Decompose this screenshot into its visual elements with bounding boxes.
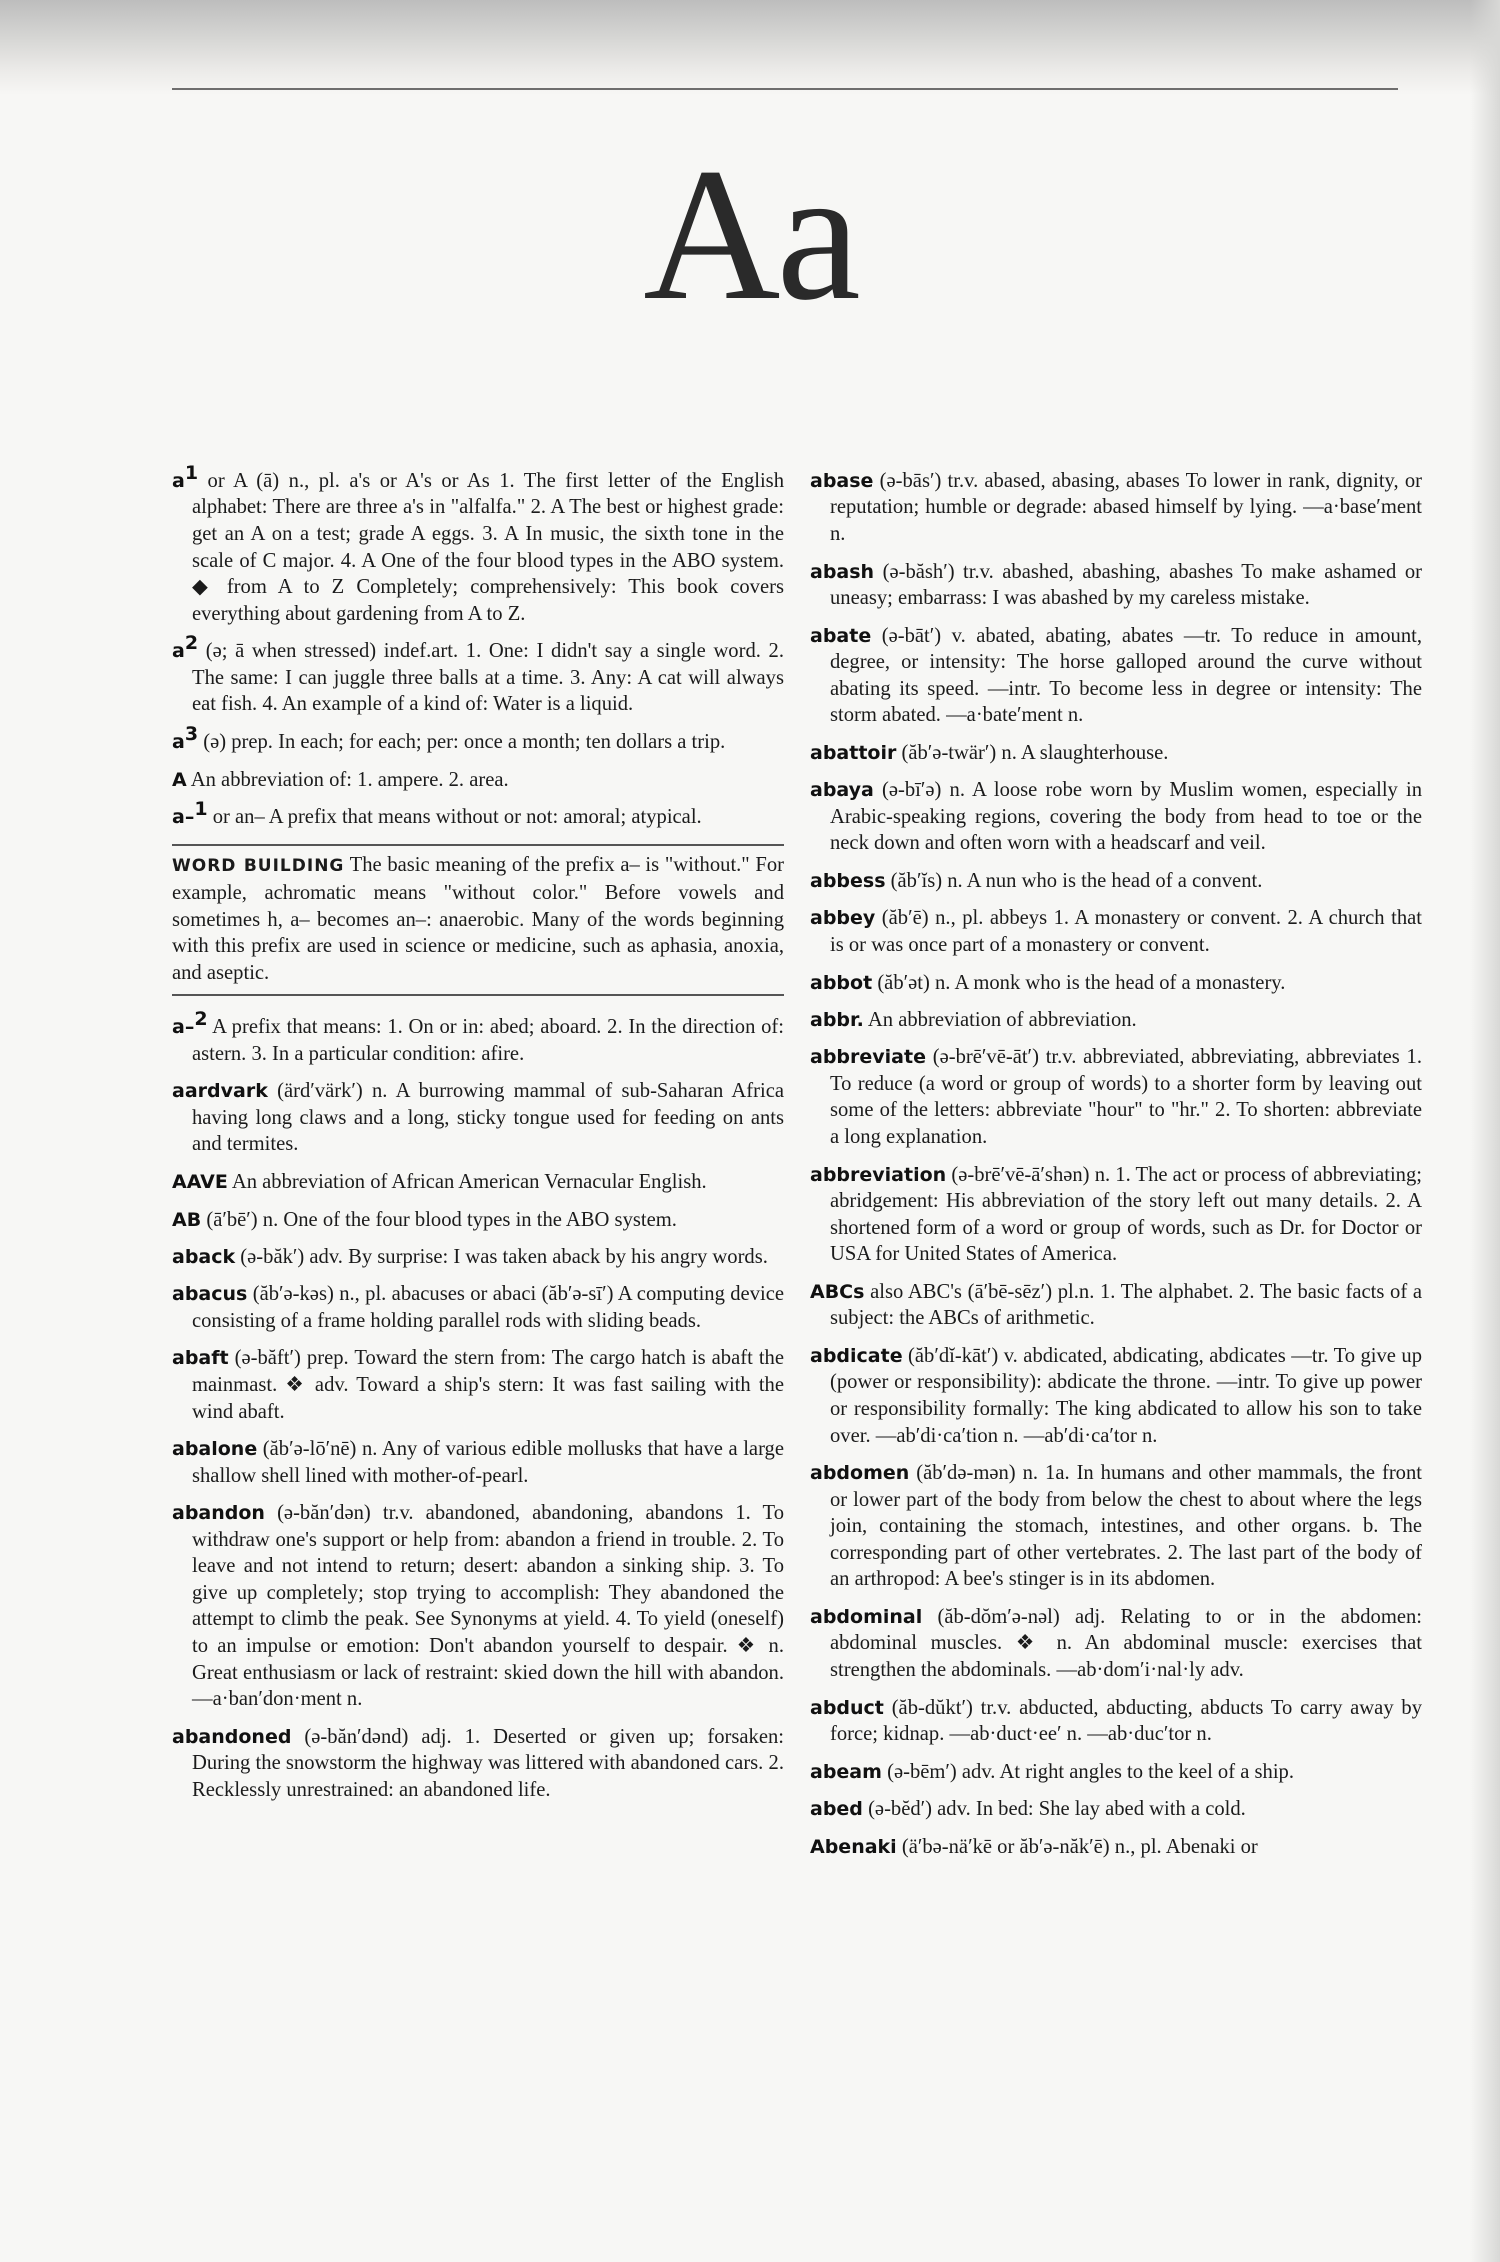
dictionary-entry bbox=[810, 1826, 1422, 1860]
definition-text: also ABC's (ā′bē-sēz′) pl.n. 1. The alphabet. 2. The basic facts of a subject: the ABCs of arithmetic. bbox=[830, 1280, 1422, 1330]
headword: abate bbox=[810, 624, 872, 647]
definition-text: (ə-bāt′) v. abated, abating, abates —tr. To reduce in amount, degree, or intensity: The horse galloped around the curve without abating its speed. —intr. To become less in degree or intensity: The storm abated. —a·bate′ment n. bbox=[830, 624, 1422, 727]
dictionary-entry bbox=[810, 1154, 1422, 1268]
definition-text: (ăb′ē) n., pl. abbeys 1. A monastery or convent. 2. A church that is or was once part of a monastery or convent. bbox=[830, 907, 1422, 956]
headword: abalone bbox=[172, 1437, 258, 1460]
dictionary-entry bbox=[810, 897, 1422, 958]
dictionary-entry bbox=[172, 1070, 784, 1158]
definition-text: (ə-bās′) tr.v. abased, abasing, abases To lower in rank, dignity, or reputation; humble or degrade: abased himself by lying. —a·base′ment n. bbox=[830, 469, 1422, 546]
definition-text: (ăb′ĭs) n. A nun who is the head of a convent. bbox=[885, 869, 1263, 892]
headword: abbreviate bbox=[810, 1046, 926, 1069]
headword: abaya bbox=[810, 779, 874, 802]
headword: ABCs bbox=[810, 1280, 865, 1303]
headword: abdominal bbox=[810, 1605, 923, 1628]
headword: abandon bbox=[172, 1502, 265, 1525]
headword: Abenaki bbox=[810, 1835, 897, 1858]
definition-text: (ăb′ə-lō′nē) n. Any of various edible mollusks that have a large shallow shell lined with mother-of-pearl. bbox=[192, 1437, 784, 1487]
homograph-number: 2 bbox=[194, 1008, 208, 1031]
headword: AB bbox=[172, 1208, 202, 1231]
definition-text: (ăb′də-mən) n. 1a. In humans and other mammals, the front or lower part of the body from below the chest to about where the legs join, containing the stomach, intestines, and other organs. b. The corresponding part of other vertebrates. 2. The last part of the body of an arthropod: A bee's stinger is in its abdomen. bbox=[830, 1462, 1422, 1591]
word-building-title: WORD BUILDING bbox=[172, 856, 345, 877]
definition-text: (ăb-dŭkt′) tr.v. abducted, abducting, abducts To carry away by force; kidnap. —ab·duct·ee′ n. —ab·duc′tor n. bbox=[830, 1696, 1422, 1746]
dictionary-entry bbox=[172, 1492, 784, 1713]
dictionary-entry bbox=[172, 1428, 784, 1489]
definition-text: (ə-bēm′) adv. At right angles to the keel of a ship. bbox=[881, 1760, 1295, 1783]
definition-text: (ăb′ət) n. A monk who is the head of a monastery. bbox=[872, 971, 1286, 994]
section-letter: Aa bbox=[643, 130, 857, 340]
headword: aback bbox=[172, 1245, 236, 1268]
headword: abattoir bbox=[810, 741, 897, 764]
definition-text: (ə-brē′vē-āt′) tr.v. abbreviated, abbreviating, abbreviates 1. To reduce (a word or group of words) to a shorter form by leaving out some of the letters: abbreviate "hour" to "hr." 2. To shorten: abbreviate a long explanation. bbox=[830, 1046, 1422, 1149]
definition-text: An abbreviation of abbreviation. bbox=[863, 1008, 1137, 1031]
definition-text: or an– A prefix that means without or not: amoral; atypical. bbox=[207, 805, 702, 828]
dictionary-entry bbox=[810, 1788, 1422, 1822]
dictionary-entry bbox=[172, 721, 784, 755]
dictionary-entry bbox=[172, 460, 784, 627]
left-column bbox=[172, 460, 784, 1806]
dictionary-entry bbox=[810, 1687, 1422, 1748]
definition-text: (ə-băn′dənd) adj. 1. Deserted or given up; forsaken: During the snowstorm the highway was littered with abandoned cars. 2. Recklessly unrestrained: an abandoned life. bbox=[192, 1725, 784, 1801]
dictionary-entry bbox=[172, 1716, 784, 1804]
headword: a bbox=[172, 640, 185, 663]
definition-text: (ə-băk′) adv. By surprise: I was taken aback by his angry words. bbox=[235, 1245, 768, 1268]
headword: abase bbox=[810, 469, 874, 492]
definition-text: (ə-bĕd′) adv. In bed: She lay abed with a cold. bbox=[862, 1798, 1246, 1820]
header-rule bbox=[172, 88, 1398, 90]
dictionary-entry bbox=[172, 1337, 784, 1425]
scan-edge bbox=[1470, 0, 1500, 2262]
headword: abdicate bbox=[810, 1344, 903, 1367]
dictionary-entry bbox=[810, 1271, 1422, 1332]
headword: abeam bbox=[810, 1760, 882, 1783]
definition-text: (ăb′dĭ-kāt′) v. abdicated, abdicating, abdicates —tr. To give up (power or responsibility): abdicate the throne. —intr. To give up power or responsibility formally: The king abdicated to allow his son to take over. —ab′di·ca′tion n. —ab′di·ca′tor n. bbox=[830, 1344, 1422, 1447]
dictionary-entry bbox=[810, 860, 1422, 894]
homograph-number: 2 bbox=[184, 632, 199, 655]
dictionary-entry bbox=[172, 1006, 784, 1067]
homograph-number: 3 bbox=[184, 723, 199, 746]
definition-text: (ăb-dŏm′ə-nəl) adj. Relating to or in the abdomen: abdominal muscles. ❖ n. An abdominal muscle: exercises that strengthen the abdominals. —ab·dom′i·nal·ly adv. bbox=[830, 1605, 1422, 1682]
entries-group bbox=[172, 1006, 784, 1803]
dictionary-entry bbox=[172, 630, 784, 718]
headword: abaft bbox=[172, 1347, 229, 1370]
headword: abbot bbox=[810, 971, 873, 994]
headword: abbess bbox=[810, 869, 886, 892]
dictionary-entry bbox=[172, 759, 784, 793]
headword: a bbox=[172, 469, 185, 492]
definition-text: (ärd′värk′) n. A burrowing mammal of sub-Saharan Africa having long claws and a long, sticky tongue used for feeding on ants and termites. bbox=[192, 1080, 784, 1156]
headword: abbey bbox=[810, 907, 876, 930]
headword: a bbox=[172, 730, 185, 753]
definition-text: (ə-bī′ə) n. A loose robe worn by Muslim women, especially in Arabic-speaking regions, covering the body from head to toe or the neck down and often worn with a headscarf and veil. bbox=[830, 779, 1422, 855]
homograph-number: 1 bbox=[184, 462, 199, 484]
headword: abandoned bbox=[172, 1725, 292, 1748]
headword: a– bbox=[172, 805, 195, 828]
dictionary-entry bbox=[810, 769, 1422, 857]
definition-text: (ā′bē′) n. One of the four blood types in the ABO system. bbox=[201, 1208, 677, 1231]
dictionary-entry bbox=[810, 551, 1422, 612]
entries-group bbox=[172, 460, 784, 830]
headword: abduct bbox=[810, 1696, 884, 1719]
headword: abed bbox=[810, 1798, 863, 1820]
definition-text: (ä′bə-nä′kē or ăb′ə-năk′ē) n., pl. Abenaki or bbox=[896, 1835, 1258, 1858]
headword: abdomen bbox=[810, 1462, 910, 1485]
headword: A bbox=[172, 768, 187, 791]
headword: abacus bbox=[172, 1283, 248, 1306]
definition-text: (ə-băn′dən) tr.v. abandoned, abandoning, abandons 1. To withdraw one's support or help from: abandon a friend in trouble. 2. To leave and not intend to return; desert: abandon a sinking ship. 3. To give up completely; stop trying to accomplish: They abandoned the attempt to climb the peak. See Synonyms at yield. 4. To yield (oneself) to an impulse or emotion: Don't abandon yourself to despair. ❖ n. Great enthusiasm or lack of restraint: skied down the hill with abandon. —a·ban′don·ment n. bbox=[192, 1502, 784, 1711]
definition-text: or A (ā) n., pl. a's or A's or As 1. The first letter of the English alphabet: There are three a's in "alfalfa." 2. A The best or highest grade: get an A on a test; grade A eggs. 3. A In music, the sixth tone in the scale of C major. 4. A One of the four blood types in the ABO system. ◆ from A to Z Completely; comprehensively: This book covers everything about gardening from A to Z. bbox=[192, 469, 784, 625]
dictionary-entry bbox=[172, 1161, 784, 1195]
dictionary-entry bbox=[810, 999, 1422, 1033]
dictionary-entry bbox=[810, 1751, 1422, 1785]
dictionary-entry bbox=[810, 732, 1422, 766]
headword: abbreviation bbox=[810, 1163, 947, 1186]
dictionary-entry bbox=[810, 962, 1422, 996]
headword: AAVE bbox=[172, 1170, 228, 1193]
definition-text: (ə-brē′vē-ā′shən) n. 1. The act or process of abbreviating; abridgement: His abbreviation of the story left out many details. 2. A shortened form of a word or group of words, such as Dr. for Doctor or USA for United States of America. bbox=[830, 1163, 1422, 1266]
homograph-number: 1 bbox=[194, 797, 208, 820]
dictionary-entry bbox=[172, 1236, 784, 1270]
dictionary-entry bbox=[810, 615, 1422, 729]
word-building-box bbox=[172, 844, 784, 996]
headword: aardvark bbox=[172, 1080, 268, 1103]
headword: abash bbox=[810, 560, 875, 583]
headword: abbr. bbox=[810, 1008, 864, 1031]
definition-text: (ə) prep. In each; for each; per: once a month; ten dollars a trip. bbox=[198, 730, 726, 753]
word-building-text: The basic meaning of the prefix a– is "without." For example, achromatic means "without color." Before vowels and sometimes h, a– becomes an–: anaerobic. Many of the words beginning with this prefix are used in science or medicine, such as aphasia, anoxia, and aseptic. bbox=[172, 854, 784, 984]
dictionary-entry bbox=[172, 796, 784, 830]
dictionary-entry bbox=[810, 1335, 1422, 1449]
dictionary-entry bbox=[172, 1273, 784, 1334]
dictionary-entry bbox=[810, 1452, 1422, 1593]
definition-text: (ə; ā when stressed) indef.art. 1. One: I didn't say a single word. 2. The same: I can juggle three balls at a time. 3. Any: A cat will always eat fish. 4. An example of a kind of: Water is a liquid. bbox=[192, 640, 784, 716]
definition-text: An abbreviation of: 1. ampere. 2. area. bbox=[186, 768, 509, 791]
dictionary-entry bbox=[810, 1036, 1422, 1150]
dictionary-entry bbox=[172, 1199, 784, 1233]
definition-text: A prefix that means: 1. On or in: abed; aboard. 2. In the direction of: astern. 3. In a particular condition: afire. bbox=[192, 1016, 784, 1065]
right-column bbox=[810, 460, 1422, 1863]
definition-text: (ə-băft′) prep. Toward the stern from: The cargo hatch is abaft the mainmast. ❖ adv. Toward a ship's stern: It was fast sailing with the wind abaft. bbox=[192, 1347, 784, 1423]
definition-text: (ə-băsh′) tr.v. abashed, abashing, abashes To make ashamed or uneasy; embarrass: I was abashed by my careless mistake. bbox=[830, 560, 1422, 610]
dictionary-entry bbox=[810, 460, 1422, 548]
definition-text: (ăb′ə-twär′) n. A slaughterhouse. bbox=[896, 741, 1169, 764]
entries-group bbox=[810, 460, 1422, 1860]
scan-shadow bbox=[0, 0, 1500, 95]
headword: a– bbox=[172, 1016, 195, 1039]
definition-text: (ăb′ə-kəs) n., pl. abacuses or abaci (ăb′ə-sī′) A computing device consisting of a frame holding parallel rods with sliding beads. bbox=[192, 1283, 784, 1332]
dictionary-entry bbox=[810, 1596, 1422, 1684]
definition-text: An abbreviation of African American Vernacular English. bbox=[227, 1170, 707, 1193]
